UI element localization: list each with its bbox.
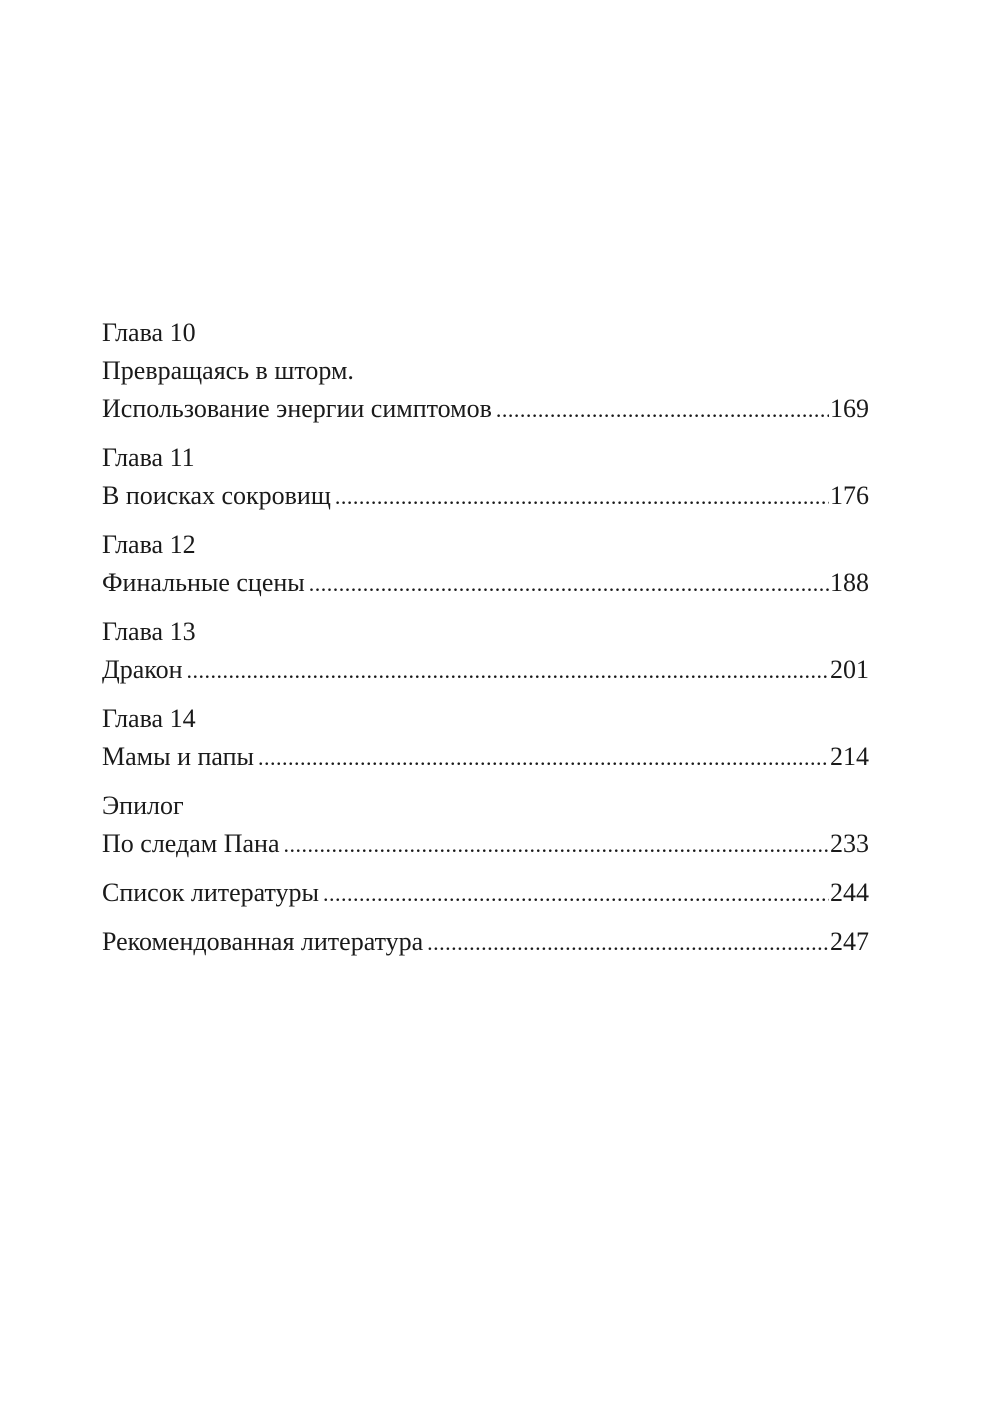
entry-title: В поисках сокровищ bbox=[102, 481, 331, 510]
toc-entry[interactable] bbox=[102, 738, 869, 776]
page-number: 233 bbox=[830, 829, 869, 858]
entry-title: Список литературы bbox=[102, 878, 319, 907]
toc-block-recommended-reading bbox=[102, 923, 869, 961]
chapter-heading bbox=[102, 526, 869, 564]
entry-title: Мамы и папы bbox=[102, 742, 254, 771]
page-number: 176 bbox=[830, 481, 869, 510]
chapter-heading bbox=[102, 314, 869, 352]
toc-entry[interactable] bbox=[102, 477, 869, 515]
entry-title: Дракон bbox=[102, 655, 183, 684]
page-number: 188 bbox=[830, 568, 869, 597]
entry-title: Рекомендованная литература bbox=[102, 927, 424, 956]
toc-block-chapter-13 bbox=[102, 613, 869, 689]
dot-leader bbox=[258, 739, 829, 777]
dot-leader bbox=[283, 826, 829, 864]
dot-leader bbox=[335, 478, 829, 516]
table-of-contents bbox=[102, 314, 869, 961]
dot-leader bbox=[496, 391, 829, 429]
chapter-heading bbox=[102, 613, 869, 651]
dot-leader bbox=[309, 565, 829, 603]
toc-entry[interactable] bbox=[102, 564, 869, 602]
chapter-subtitle: Превращаясь в шторм. bbox=[102, 356, 354, 385]
toc-entry[interactable] bbox=[102, 923, 869, 961]
dot-leader bbox=[187, 652, 829, 690]
toc-block-chapter-10 bbox=[102, 314, 869, 428]
chapter-heading bbox=[102, 700, 869, 738]
chapter-label: Глава 11 bbox=[102, 443, 195, 472]
toc-entry[interactable] bbox=[102, 874, 869, 912]
page-number: 247 bbox=[830, 927, 869, 956]
entry-title: По следам Пана bbox=[102, 829, 280, 858]
chapter-heading bbox=[102, 439, 869, 477]
toc-entry[interactable] bbox=[102, 825, 869, 863]
page-number: 201 bbox=[830, 655, 869, 684]
toc-block-references bbox=[102, 874, 869, 912]
dot-leader bbox=[427, 924, 829, 962]
toc-entry[interactable] bbox=[102, 651, 869, 689]
chapter-label: Глава 10 bbox=[102, 318, 196, 347]
chapter-heading bbox=[102, 787, 869, 825]
chapter-subtitle-line bbox=[102, 352, 869, 390]
chapter-label: Глава 13 bbox=[102, 617, 196, 646]
toc-block-chapter-11 bbox=[102, 439, 869, 515]
dot-leader bbox=[323, 875, 829, 913]
page-number: 214 bbox=[830, 742, 869, 771]
toc-block-epilogue bbox=[102, 787, 869, 863]
chapter-label: Эпилог bbox=[102, 791, 184, 820]
entry-title: Финальные сцены bbox=[102, 568, 305, 597]
page-number: 244 bbox=[830, 878, 869, 907]
entry-title: Использование энергии симптомов bbox=[102, 394, 492, 423]
toc-block-chapter-14 bbox=[102, 700, 869, 776]
toc-entry[interactable] bbox=[102, 390, 869, 428]
chapter-label: Глава 14 bbox=[102, 704, 196, 733]
toc-block-chapter-12 bbox=[102, 526, 869, 602]
chapter-label: Глава 12 bbox=[102, 530, 196, 559]
page-number: 169 bbox=[830, 394, 869, 423]
